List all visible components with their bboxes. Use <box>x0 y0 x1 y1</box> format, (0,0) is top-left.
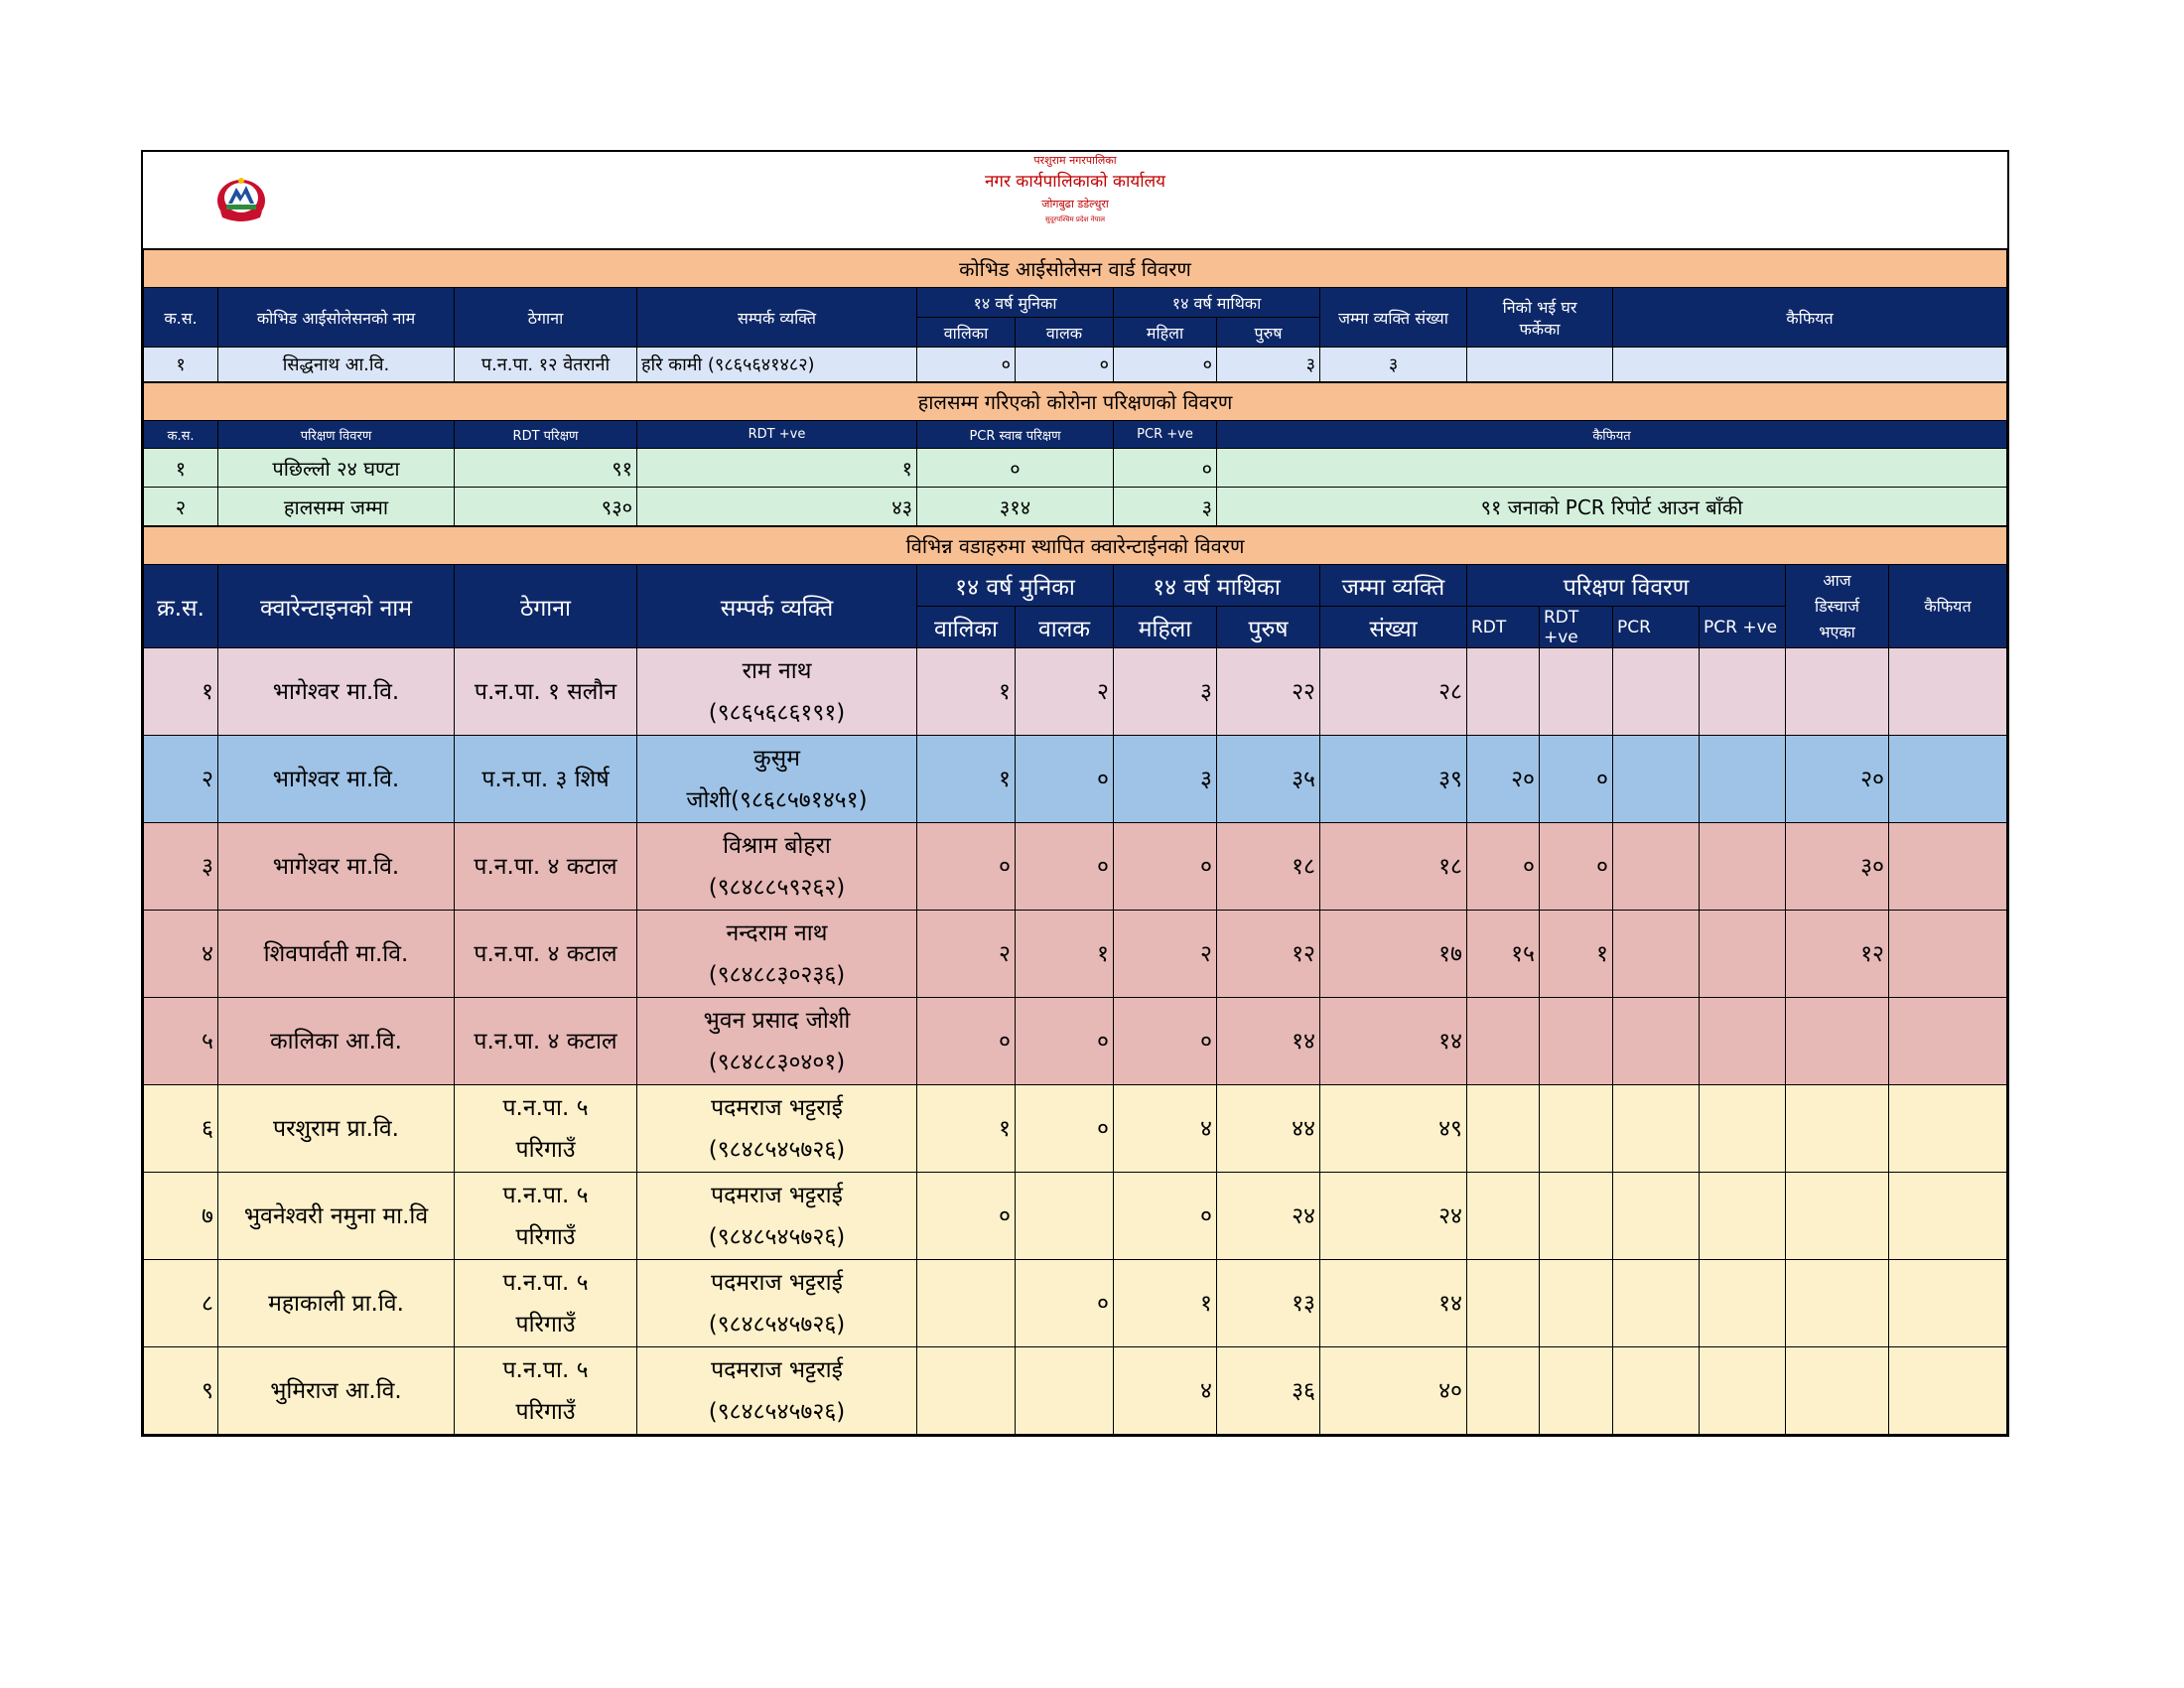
cell-remarks <box>1889 736 2007 823</box>
cell-address <box>455 911 637 998</box>
cell-remarks <box>1889 1260 2007 1347</box>
address-line-1: प.न.पा. १ सलौन <box>474 678 617 705</box>
cell-name: शिवपार्वती मा.वि. <box>218 911 455 998</box>
cell-discharge <box>1786 998 1889 1085</box>
cell-rdt-positive <box>1540 1260 1613 1347</box>
cell-discharge <box>1786 1173 1889 1260</box>
header-discharge <box>1786 565 1889 648</box>
cell-discharge <box>1786 1260 1889 1347</box>
address-line-2: परिगाउँ <box>515 1136 576 1163</box>
cell-rdt-positive <box>1540 1085 1613 1173</box>
address-line-1: प.न.पा. ४ कटाल <box>474 940 617 967</box>
header-address: ठेगाना <box>455 288 637 348</box>
cell-female: २ <box>1114 911 1217 998</box>
cell-name: भुमिराज आ.वि. <box>218 1347 455 1435</box>
cell-male: २४ <box>1217 1173 1320 1260</box>
cell-name: भागेश्वर मा.वि. <box>218 736 455 823</box>
header-contact: सम्पर्क व्यक्ति <box>637 565 917 648</box>
cell-address <box>455 1260 637 1347</box>
header-recovered-line1: निको भई घर <box>1502 297 1577 317</box>
cell-address <box>455 1173 637 1260</box>
cell-girl: १ <box>917 1085 1016 1173</box>
header-boy: वालक <box>1016 607 1114 648</box>
cell-total: १४ <box>1320 1260 1467 1347</box>
cell-address <box>455 648 637 736</box>
cell-recovered <box>1467 348 1613 382</box>
header-pcr-positive: PCR +ve <box>1114 421 1217 449</box>
isolation-table <box>143 249 2007 382</box>
header-remarks: कैफियत <box>1889 565 2007 648</box>
cell-sn: ४ <box>144 911 218 998</box>
table-row <box>144 911 2007 998</box>
cell-rdt-positive <box>1540 648 1613 736</box>
address-line-2: परिगाउँ <box>515 1223 576 1250</box>
contact-line-2: (९८४८८३०२३६) <box>708 961 846 988</box>
cell-male: २२ <box>1217 648 1320 736</box>
quarantine-table <box>143 526 2007 1435</box>
cell-sn: ६ <box>144 1085 218 1173</box>
cell-girl: २ <box>917 911 1016 998</box>
header-pcr-positive: PCR +ve <box>1700 607 1786 648</box>
header-under14: १४ वर्ष मुनिका <box>917 288 1114 318</box>
cell-pcr: ० <box>917 449 1114 488</box>
cell-discharge: १२ <box>1786 911 1889 998</box>
cell-contact <box>637 1085 917 1173</box>
header-discharge-line2: डिस्चार्ज <box>1814 596 1860 616</box>
header-rdt-positive: RDT +ve <box>637 421 917 449</box>
cell-pcr-positive <box>1700 1347 1786 1435</box>
cell-remarks: ९१ जनाको PCR रिपोर्ट आउन बाँकी <box>1217 488 2007 526</box>
cell-girl: ० <box>917 348 1016 382</box>
header-sn: क्र.स. <box>144 565 218 648</box>
cell-female: १ <box>1114 1260 1217 1347</box>
cell-discharge <box>1786 648 1889 736</box>
header-pcr: PCR स्वाब परिक्षण <box>917 421 1114 449</box>
header-quarantine-name: क्वारेन्टाइनको नाम <box>218 565 455 648</box>
contact-line-1: पदमराज भट्टराई <box>711 1356 843 1383</box>
report-sheet <box>141 150 2009 1437</box>
cell-rdt <box>1467 1085 1540 1173</box>
cell-sn: ३ <box>144 823 218 911</box>
cell-female: ० <box>1114 348 1217 382</box>
cell-name: भुवनेश्वरी नमुना मा.वि <box>218 1173 455 1260</box>
table-row <box>144 348 2007 382</box>
cell-address: प.न.पा. १२ वेतरानी <box>455 348 637 382</box>
cell-contact <box>637 998 917 1085</box>
header-sn: क.स. <box>144 421 218 449</box>
cell-sn: २ <box>144 736 218 823</box>
cell-girl: ० <box>917 1173 1016 1260</box>
cell-male: १३ <box>1217 1260 1320 1347</box>
cell-rdt <box>1467 1173 1540 1260</box>
cell-rdt-positive: ४३ <box>637 488 917 526</box>
cell-girl: १ <box>917 648 1016 736</box>
cell-address <box>455 823 637 911</box>
cell-boy: ० <box>1016 1260 1114 1347</box>
cell-boy: ० <box>1016 348 1114 382</box>
cell-contact <box>637 736 917 823</box>
cell-female: ० <box>1114 998 1217 1085</box>
cell-male: ३ <box>1217 348 1320 382</box>
header-female: महिला <box>1114 318 1217 348</box>
header-isolation-name: कोभिड आईसोलेसनको नाम <box>218 288 455 348</box>
contact-line-1: पदमराज भट्टराई <box>711 1182 843 1208</box>
cell-boy: ० <box>1016 736 1114 823</box>
address-line-1: प.न.पा. ५ <box>502 1269 589 1296</box>
cell-contact <box>637 1347 917 1435</box>
cell-male: १८ <box>1217 823 1320 911</box>
header-male: पुरुष <box>1217 318 1320 348</box>
cell-boy: ० <box>1016 998 1114 1085</box>
cell-total: १८ <box>1320 823 1467 911</box>
cell-rdt-positive: १ <box>1540 911 1613 998</box>
contact-line-2: (९८६५६८६१९१) <box>708 699 846 726</box>
cell-contact <box>637 911 917 998</box>
cell-rdt: १५ <box>1467 911 1540 998</box>
cell-address <box>455 1085 637 1173</box>
cell-pcr-positive: ० <box>1114 449 1217 488</box>
cell-test-detail: पछिल्लो २४ घण्टा <box>218 449 455 488</box>
cell-girl <box>917 1260 1016 1347</box>
address-line-2: परिगाउँ <box>515 1398 576 1425</box>
cell-rdt <box>1467 998 1540 1085</box>
cell-test-detail: हालसम्म जम्मा <box>218 488 455 526</box>
header-male: पुरुष <box>1217 607 1320 648</box>
cell-contact <box>637 648 917 736</box>
cell-name: कालिका आ.वि. <box>218 998 455 1085</box>
testing-title: हालसम्म गरिएको कोरोना परिक्षणको विवरण <box>144 383 2007 421</box>
cell-rdt: २० <box>1467 736 1540 823</box>
table-row <box>144 1260 2007 1347</box>
header-under14: १४ वर्ष मुनिका <box>917 565 1114 607</box>
contact-line-1: भुवन प्रसाद जोशी <box>703 1007 851 1034</box>
cell-pcr-positive: ३ <box>1114 488 1217 526</box>
cell-total: ३९ <box>1320 736 1467 823</box>
cell-female: ० <box>1114 823 1217 911</box>
testing-table <box>143 382 2007 526</box>
cell-girl: ० <box>917 823 1016 911</box>
letterhead <box>143 152 2007 249</box>
office-location: जोगबुढा डडेल्धुरा <box>1041 198 1109 211</box>
cell-female: ४ <box>1114 1085 1217 1173</box>
contact-line-1: विश्राम बोहरा <box>723 832 831 859</box>
cell-remarks <box>1889 648 2007 736</box>
cell-rdt <box>1467 1260 1540 1347</box>
cell-pcr-positive <box>1700 911 1786 998</box>
cell-address <box>455 1347 637 1435</box>
header-pcr: PCR <box>1613 607 1700 648</box>
header-boy: वालक <box>1016 318 1114 348</box>
cell-total: ४९ <box>1320 1085 1467 1173</box>
address-line-1: प.न.पा. ५ <box>502 1094 589 1121</box>
cell-pcr-positive <box>1700 998 1786 1085</box>
cell-female: ३ <box>1114 648 1217 736</box>
cell-pcr <box>1613 1085 1700 1173</box>
cell-female: ३ <box>1114 736 1217 823</box>
cell-pcr <box>1613 823 1700 911</box>
header-rdt: RDT <box>1467 607 1540 648</box>
cell-rdt: ९३० <box>455 488 637 526</box>
cell-rdt-positive: ० <box>1540 736 1613 823</box>
cell-pcr <box>1613 648 1700 736</box>
contact-line-1: पदमराज भट्टराई <box>711 1269 843 1296</box>
contact-line-2: (९८४८८५९२६२) <box>708 874 846 901</box>
contact-line-2: (९८४८५४५७२६) <box>708 1311 846 1337</box>
cell-pcr: ३१४ <box>917 488 1114 526</box>
cell-pcr-positive <box>1700 1260 1786 1347</box>
office-name: नगर कार्यपालिकाको कार्यालय <box>984 172 1166 192</box>
address-line-2: परिगाउँ <box>515 1311 576 1337</box>
cell-discharge <box>1786 1347 1889 1435</box>
cell-rdt-positive: ० <box>1540 823 1613 911</box>
header-contact: सम्पर्क व्यक्ति <box>637 288 917 348</box>
cell-contact: हरि कामी (९८६५६४१४८२) <box>637 348 917 382</box>
table-row <box>144 648 2007 736</box>
header-recovered-line2: फर्केका <box>1519 319 1561 339</box>
cell-pcr-positive <box>1700 736 1786 823</box>
cell-pcr-positive <box>1700 648 1786 736</box>
address-line-1: प.न.पा. ४ कटाल <box>474 1028 617 1055</box>
contact-line-1: नन्दराम नाथ <box>726 919 828 946</box>
cell-female: ४ <box>1114 1347 1217 1435</box>
cell-boy: ० <box>1016 1085 1114 1173</box>
address-line-1: प.न.पा. ३ शिर्ष <box>481 766 610 792</box>
cell-pcr-positive <box>1700 823 1786 911</box>
cell-male: ४४ <box>1217 1085 1320 1173</box>
header-discharge-line3: भएका <box>1819 622 1855 641</box>
cell-remarks <box>1889 911 2007 998</box>
cell-pcr <box>1613 1173 1700 1260</box>
header-sn: क.स. <box>144 288 218 348</box>
header-remarks: कैफियत <box>1613 288 2007 348</box>
cell-contact <box>637 1260 917 1347</box>
cell-total: ३ <box>1320 348 1467 382</box>
contact-line-1: कुसुम <box>753 745 800 772</box>
cell-rdt: ० <box>1467 823 1540 911</box>
cell-remarks <box>1889 1173 2007 1260</box>
municipality-name: परशुराम नगरपालिका <box>1033 154 1117 167</box>
header-discharge-line1: आज <box>1823 570 1851 590</box>
cell-boy: १ <box>1016 911 1114 998</box>
cell-male: ३६ <box>1217 1347 1320 1435</box>
cell-rdt <box>1467 1347 1540 1435</box>
contact-line-2: (९८४८५४५७२६) <box>708 1136 846 1163</box>
cell-pcr <box>1613 1347 1700 1435</box>
header-female: महिला <box>1114 607 1217 648</box>
cell-boy: ० <box>1016 823 1114 911</box>
cell-boy: २ <box>1016 648 1114 736</box>
header-girl: वालिका <box>917 318 1016 348</box>
cell-contact <box>637 1173 917 1260</box>
table-row <box>144 1347 2007 1435</box>
isolation-title: कोभिड आईसोलेसन वार्ड विवरण <box>144 250 2007 288</box>
address-line-1: प.न.पा. ५ <box>502 1356 589 1383</box>
cell-name: सिद्धनाथ आ.वि. <box>218 348 455 382</box>
header-test-detail: परिक्षण विवरण <box>218 421 455 449</box>
table-row <box>144 1085 2007 1173</box>
cell-sn: ९ <box>144 1347 218 1435</box>
cell-pcr-positive <box>1700 1173 1786 1260</box>
cell-girl: १ <box>917 736 1016 823</box>
cell-remarks <box>1889 1347 2007 1435</box>
cell-sn: १ <box>144 648 218 736</box>
cell-contact <box>637 823 917 911</box>
cell-male: १४ <box>1217 998 1320 1085</box>
header-above14: १४ वर्ष माथिका <box>1114 565 1320 607</box>
header-rdt-positive: RDT +ve <box>1540 607 1613 648</box>
header-test-detail: परिक्षण विवरण <box>1467 565 1786 607</box>
contact-line-2: (९८४८५४५७२६) <box>708 1398 846 1425</box>
cell-pcr <box>1613 1260 1700 1347</box>
cell-rdt-positive: १ <box>637 449 917 488</box>
cell-name: परशुराम प्रा.वि. <box>218 1085 455 1173</box>
header-address: ठेगाना <box>455 565 637 648</box>
cell-sn: १ <box>144 348 218 382</box>
header-rdt: RDT परिक्षण <box>455 421 637 449</box>
cell-remarks <box>1889 998 2007 1085</box>
cell-discharge: २० <box>1786 736 1889 823</box>
cell-remarks <box>1217 449 2007 488</box>
cell-male: १२ <box>1217 911 1320 998</box>
header-total-line1: जम्मा व्यक्ति <box>1320 565 1467 607</box>
cell-total: १७ <box>1320 911 1467 998</box>
cell-total: १४ <box>1320 998 1467 1085</box>
cell-female: ० <box>1114 1173 1217 1260</box>
table-row <box>144 823 2007 911</box>
cell-boy <box>1016 1173 1114 1260</box>
cell-sn: ८ <box>144 1260 218 1347</box>
cell-sn: १ <box>144 449 218 488</box>
contact-line-1: राम नाथ <box>742 657 812 684</box>
cell-boy <box>1016 1347 1114 1435</box>
table-row <box>144 1173 2007 1260</box>
table-row <box>144 449 2007 488</box>
header-recovered <box>1467 288 1613 348</box>
cell-rdt: ९१ <box>455 449 637 488</box>
cell-pcr <box>1613 911 1700 998</box>
header-total: जम्मा व्यक्ति संख्या <box>1320 288 1467 348</box>
cell-rdt <box>1467 648 1540 736</box>
address-line-1: प.न.पा. ५ <box>502 1182 589 1208</box>
table-row <box>144 488 2007 526</box>
cell-discharge: ३० <box>1786 823 1889 911</box>
contact-line-2: जोशी(९८६८५७१४५१) <box>686 786 868 813</box>
contact-line-2: (९८४८८३०४०१) <box>708 1049 846 1075</box>
cell-sn: ७ <box>144 1173 218 1260</box>
cell-girl: ० <box>917 998 1016 1085</box>
province-name: सुदूरपश्चिम प्रदेश नेपाल <box>1044 215 1106 223</box>
cell-total: ४० <box>1320 1347 1467 1435</box>
quarantine-title: विभिन्न वडाहरुमा स्थापित क्वारेन्टाईनको विवरण <box>144 527 2007 565</box>
cell-pcr <box>1613 736 1700 823</box>
cell-remarks <box>1889 1085 2007 1173</box>
cell-name: भागेश्वर मा.वि. <box>218 648 455 736</box>
cell-sn: २ <box>144 488 218 526</box>
header-remarks: कैफियत <box>1217 421 2007 449</box>
cell-name: महाकाली प्रा.वि. <box>218 1260 455 1347</box>
table-row <box>144 998 2007 1085</box>
header-total-line2: संख्या <box>1320 607 1467 648</box>
cell-pcr <box>1613 998 1700 1085</box>
cell-discharge <box>1786 1085 1889 1173</box>
cell-total: २४ <box>1320 1173 1467 1260</box>
cell-pcr-positive <box>1700 1085 1786 1173</box>
cell-remarks <box>1613 348 2007 382</box>
cell-address <box>455 998 637 1085</box>
cell-male: ३५ <box>1217 736 1320 823</box>
cell-rdt-positive <box>1540 1173 1613 1260</box>
header-above14: १४ वर्ष माथिका <box>1114 288 1320 318</box>
cell-total: २८ <box>1320 648 1467 736</box>
cell-girl <box>917 1347 1016 1435</box>
table-row <box>144 736 2007 823</box>
cell-sn: ५ <box>144 998 218 1085</box>
cell-rdt-positive <box>1540 1347 1613 1435</box>
contact-line-1: पदमराज भट्टराई <box>711 1094 843 1121</box>
contact-line-2: (९८४८५४५७२६) <box>708 1223 846 1250</box>
address-line-1: प.न.पा. ४ कटाल <box>474 853 617 880</box>
cell-name: भागेश्वर मा.वि. <box>218 823 455 911</box>
header-girl: वालिका <box>917 607 1016 648</box>
cell-address <box>455 736 637 823</box>
cell-remarks <box>1889 823 2007 911</box>
cell-rdt-positive <box>1540 998 1613 1085</box>
